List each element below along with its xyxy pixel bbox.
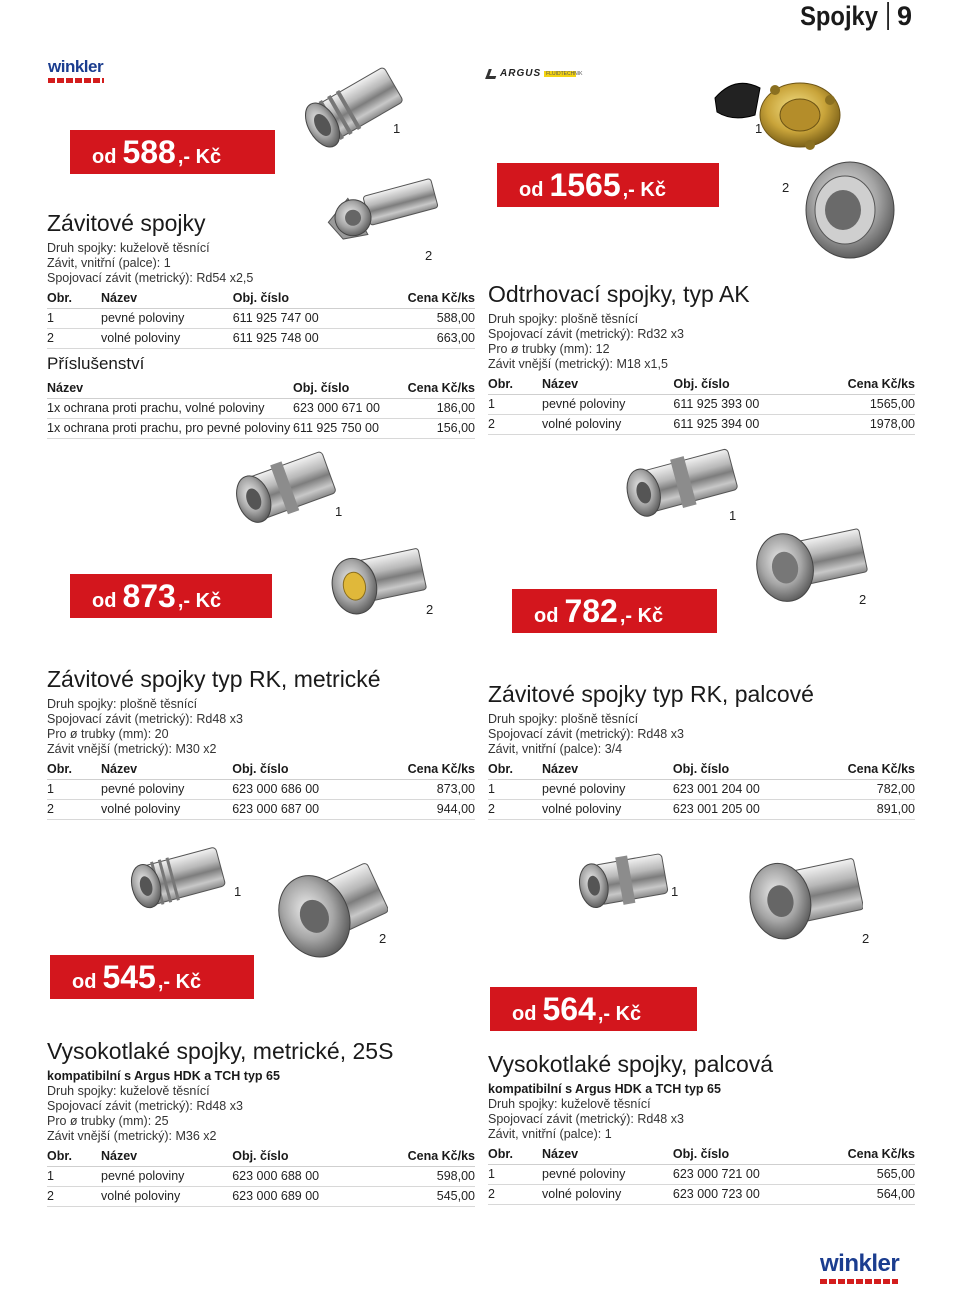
figure-label-2: 2 <box>782 180 790 195</box>
cell-obj: 623 000 671 00 <box>293 399 405 419</box>
col-header-nazev: Název <box>542 375 673 395</box>
argus-name: ARGUS <box>500 68 542 79</box>
cell-obr: 2 <box>47 800 101 820</box>
cell-nazev: volné poloviny <box>542 415 673 435</box>
spec-line: Druh spojky: kuželově těsnící <box>47 241 210 255</box>
figure-label-2: 2 <box>379 931 387 946</box>
table-row <box>488 395 915 415</box>
figure-label-1: 1 <box>729 508 737 523</box>
product-image-s5-2 <box>268 855 388 965</box>
spec-line: Spojovací závit (metrický): Rd48 x3 <box>47 712 243 726</box>
cell-nazev: pevné poloviny <box>542 780 673 800</box>
cell-cena: 663,00 <box>369 329 475 349</box>
table-row <box>488 415 915 435</box>
col-header-obr: Obr. <box>47 289 101 309</box>
price-table <box>488 760 915 820</box>
cell-nazev: volné poloviny <box>542 800 673 820</box>
section-title: Závitové spojky <box>47 210 206 236</box>
figure-label-1: 1 <box>234 884 242 899</box>
cell-cena: 873,00 <box>369 780 475 800</box>
spec-line: Závit, vnitřní (palce): 1 <box>47 256 171 270</box>
col-header-nazev: Název <box>47 379 293 399</box>
spec-line: Druh spojky: plošně těsnící <box>488 312 639 326</box>
cell-obj: 623 000 689 00 <box>232 1187 369 1207</box>
price-amount: 545 <box>102 959 156 995</box>
table-row <box>47 329 475 349</box>
argus-bar: FLUIDTECHNIK <box>546 70 583 77</box>
price-table <box>47 760 475 820</box>
price-amount: 1565 <box>549 167 621 203</box>
col-header-nazev: Název <box>542 760 673 780</box>
col-header-nazev: Název <box>101 1147 232 1167</box>
cell-obj: 623 000 721 00 <box>673 1165 809 1185</box>
cell-obj: 611 925 750 00 <box>293 419 405 439</box>
col-header-obr: Obr. <box>47 1147 101 1167</box>
compatibility-note: kompatibilní s Argus HDK a TCH typ 65 <box>47 1069 280 1083</box>
price-currency: ,- Kč <box>622 179 666 201</box>
cell-cena: 944,00 <box>369 800 475 820</box>
spec-line: Druh spojky: kuželově těsnící <box>488 1097 651 1111</box>
cell-nazev: pevné poloviny <box>101 1167 232 1187</box>
cell-obj: 611 925 394 00 <box>673 415 808 435</box>
spec-line: Závit, vnitřní (palce): 3/4 <box>488 742 623 756</box>
col-header-obj: Obj. číslo <box>233 289 369 309</box>
spec-line: Druh spojky: kuželově těsnící <box>47 1084 210 1098</box>
product-image-s3-2 <box>322 540 427 625</box>
price-prefix: od <box>72 971 97 993</box>
cell-nazev: volné poloviny <box>101 800 232 820</box>
price-box-s1 <box>70 130 275 174</box>
price-prefix: od <box>92 146 117 168</box>
col-header-obr: Obr. <box>488 375 542 395</box>
price-table <box>47 289 475 349</box>
page-header <box>788 0 912 32</box>
cell-obr: 1 <box>488 1165 542 1185</box>
price-currency: ,- Kč <box>157 971 202 993</box>
winkler-logo <box>48 57 104 83</box>
cell-nazev: pevné poloviny <box>101 309 233 329</box>
price-amount: 588 <box>122 134 176 170</box>
section-title: Závitové spojky typ RK, metrické <box>47 666 381 692</box>
section-vysokotlake-palcova <box>488 1050 915 1205</box>
spec-line: Pro ø trubky (mm): 12 <box>488 342 610 356</box>
price-currency: ,- Kč <box>177 590 222 612</box>
price-box-s3 <box>70 574 272 618</box>
product-image-s5-1 <box>118 835 228 930</box>
table-row <box>47 399 475 419</box>
col-header-nazev: Název <box>542 1145 673 1165</box>
figure-label-2: 2 <box>862 931 870 946</box>
price-amount: 873 <box>122 578 176 614</box>
col-header-obj: Obj. číslo <box>673 760 809 780</box>
cell-obj: 611 925 393 00 <box>673 395 808 415</box>
cell-cena: 545,00 <box>369 1187 475 1207</box>
price-prefix: od <box>534 605 559 627</box>
section-title: Vysokotlaké spojky, metrické, 25S <box>47 1038 394 1064</box>
table-row <box>488 1165 915 1185</box>
table-row <box>488 1185 915 1205</box>
logo-stripes <box>820 1279 898 1284</box>
table-row <box>47 780 475 800</box>
product-image-s2-2 <box>795 155 900 265</box>
section-vysokotlake-metricke <box>47 1037 475 1207</box>
section-rk-metricke <box>47 665 475 820</box>
table-row <box>47 800 475 820</box>
col-header-cena: Cena Kč/ks <box>369 289 475 309</box>
category-title: Spojky <box>801 2 889 30</box>
table-row <box>47 1167 475 1187</box>
col-header-obj: Obj. číslo <box>232 760 369 780</box>
table-row <box>488 780 915 800</box>
product-image-s4-2 <box>745 518 870 613</box>
cell-obj: 623 000 688 00 <box>232 1167 369 1187</box>
section-rk-palcove <box>488 680 915 820</box>
table-header-row <box>47 289 475 309</box>
logo-text: winkler <box>48 57 104 76</box>
table-row <box>47 419 475 439</box>
product-image-s4-1 <box>615 440 745 530</box>
col-header-obr: Obr. <box>47 760 101 780</box>
price-prefix: od <box>92 590 117 612</box>
accessories-table <box>47 379 475 439</box>
table-header-row <box>47 760 475 780</box>
argus-logo <box>487 68 583 79</box>
table-row <box>47 1187 475 1207</box>
section-zavitove-spojky <box>47 209 475 439</box>
price-table <box>488 1145 915 1205</box>
spec-line: Pro ø trubky (mm): 20 <box>47 727 169 741</box>
product-image-s3-1 <box>225 445 343 540</box>
price-currency: ,- Kč <box>177 146 222 168</box>
figure-label-1: 1 <box>755 121 763 136</box>
cell-obj: 623 000 686 00 <box>232 780 369 800</box>
price-box-s2 <box>497 163 719 207</box>
cell-nazev: volné poloviny <box>101 329 233 349</box>
price-table <box>47 1147 475 1207</box>
price-prefix: od <box>519 179 544 201</box>
cell-cena: 782,00 <box>809 780 915 800</box>
col-header-nazev: Název <box>101 760 232 780</box>
table-header-row <box>47 1147 475 1167</box>
cell-obj: 623 001 204 00 <box>673 780 809 800</box>
col-header-nazev: Název <box>101 289 233 309</box>
accessories-title: Příslušenství <box>47 354 145 373</box>
figure-label-2: 2 <box>425 248 433 263</box>
cell-cena: 564,00 <box>809 1185 915 1205</box>
spec-line: Závit vnější (metrický): M30 x2 <box>47 742 217 756</box>
col-header-cena: Cena Kč/ks <box>405 379 475 399</box>
cell-obr: 2 <box>488 415 542 435</box>
cell-obj: 623 000 687 00 <box>232 800 369 820</box>
cell-cena: 891,00 <box>809 800 915 820</box>
table-header-row <box>488 1145 915 1165</box>
figure-label-1: 1 <box>671 884 679 899</box>
spec-line: Pro ø trubky (mm): 25 <box>47 1114 169 1128</box>
cell-nazev: pevné poloviny <box>101 780 232 800</box>
spec-line: Závit vnější (metrický): M18 x1,5 <box>488 357 668 371</box>
spec-line: Závit vnější (metrický): M36 x2 <box>47 1129 217 1143</box>
cell-nazev: volné poloviny <box>101 1187 232 1207</box>
col-header-obr: Obr. <box>488 1145 542 1165</box>
price-currency: ,- Kč <box>597 1003 642 1025</box>
spec-line: Spojovací závit (metrický): Rd48 x3 <box>488 1112 684 1126</box>
table-header-row <box>488 760 915 780</box>
cell-nazev: pevné poloviny <box>542 395 673 415</box>
cell-obj: 611 925 748 00 <box>233 329 369 349</box>
table-header-row <box>47 379 475 399</box>
col-header-obj: Obj. číslo <box>673 375 808 395</box>
cell-obr: 2 <box>47 329 101 349</box>
figure-label-2: 2 <box>426 602 434 617</box>
cell-cena: 565,00 <box>809 1165 915 1185</box>
cell-cena: 186,00 <box>405 399 475 419</box>
price-box-s6 <box>490 987 697 1031</box>
compatibility-note: kompatibilní s Argus HDK a TCH typ 65 <box>488 1082 721 1096</box>
figure-label-1: 1 <box>393 121 401 136</box>
section-title: Odtrhovací spojky, typ AK <box>488 281 750 307</box>
spec-line: Druh spojky: plošně těsnící <box>47 697 198 711</box>
cell-obj: 623 000 723 00 <box>673 1185 809 1205</box>
col-header-cena: Cena Kč/ks <box>369 1147 475 1167</box>
col-header-obj: Obj. číslo <box>232 1147 369 1167</box>
price-box-s4 <box>512 589 717 633</box>
cell-obr: 1 <box>47 1167 101 1187</box>
figure-label-1: 1 <box>335 504 343 519</box>
cell-cena: 1978,00 <box>809 415 915 435</box>
col-header-cena: Cena Kč/ks <box>809 375 915 395</box>
price-amount: 782 <box>564 593 618 629</box>
cell-obr: 1 <box>47 309 101 329</box>
product-image-s2-1 <box>705 60 855 160</box>
spec-line: Závit, vnitřní (palce): 1 <box>488 1127 612 1141</box>
cell-cena: 588,00 <box>369 309 475 329</box>
cell-obr: 2 <box>47 1187 101 1207</box>
col-header-cena: Cena Kč/ks <box>369 760 475 780</box>
table-header-row <box>488 375 915 395</box>
col-header-obj: Obj. číslo <box>673 1145 809 1165</box>
cell-nazev: 1x ochrana proti prachu, volné poloviny <box>47 399 293 419</box>
cell-cena: 1565,00 <box>809 395 915 415</box>
cell-obr: 1 <box>488 395 542 415</box>
cell-obr: 2 <box>488 800 542 820</box>
spec-line: Spojovací závit (metrický): Rd54 x2,5 <box>47 271 254 285</box>
logo-stripes <box>48 78 104 83</box>
product-image-s6-1 <box>560 838 670 933</box>
col-header-obj: Obj. číslo <box>293 379 405 399</box>
col-header-obr: Obr. <box>488 760 542 780</box>
figure-label-2: 2 <box>859 592 867 607</box>
cell-cena: 598,00 <box>369 1167 475 1187</box>
argus-mark-icon <box>485 69 499 79</box>
logo-text: winkler <box>820 1250 900 1277</box>
cell-obr: 1 <box>488 780 542 800</box>
table-row <box>488 800 915 820</box>
price-table <box>488 375 915 435</box>
spec-line: Druh spojky: plošně těsnící <box>488 712 639 726</box>
cell-cena: 156,00 <box>405 419 475 439</box>
cell-obj: 623 001 205 00 <box>673 800 809 820</box>
page-number: 9 <box>896 1 912 31</box>
section-title: Závitové spojky typ RK, palcové <box>488 681 814 707</box>
cell-nazev: 1x ochrana proti prachu, pro pevné poloviny <box>47 419 293 439</box>
cell-obr: 2 <box>488 1185 542 1205</box>
price-prefix: od <box>512 1003 537 1025</box>
col-header-cena: Cena Kč/ks <box>809 760 915 780</box>
spec-line: Spojovací závit (metrický): Rd48 x3 <box>47 1099 243 1113</box>
cell-obr: 1 <box>47 780 101 800</box>
table-row <box>47 309 475 329</box>
price-currency: ,- Kč <box>619 605 664 627</box>
winkler-logo-footer <box>820 1250 898 1284</box>
section-odtrhovaci-spojky <box>488 280 915 435</box>
cell-nazev: pevné poloviny <box>542 1165 673 1185</box>
spec-line: Spojovací závit (metrický): Rd32 x3 <box>488 327 684 341</box>
product-image-s1-1 <box>290 58 415 158</box>
price-amount: 564 <box>542 991 596 1027</box>
spec-line: Spojovací závit (metrický): Rd48 x3 <box>488 727 684 741</box>
cell-obj: 611 925 747 00 <box>233 309 369 329</box>
cell-nazev: volné poloviny <box>542 1185 673 1205</box>
col-header-cena: Cena Kč/ks <box>809 1145 915 1165</box>
section-title: Vysokotlaké spojky, palcová <box>488 1051 774 1077</box>
price-box-s5 <box>50 955 254 999</box>
product-image-s6-2 <box>738 845 863 950</box>
